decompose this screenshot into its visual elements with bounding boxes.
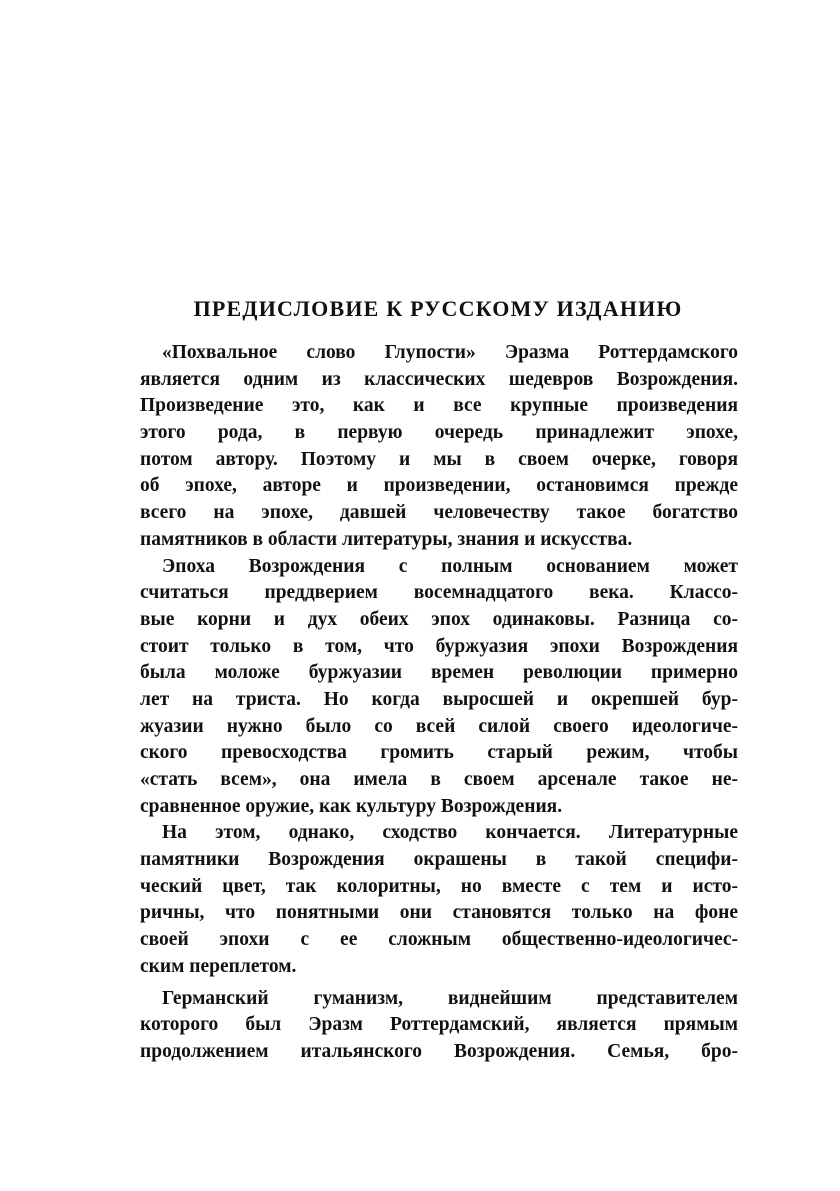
text-line: ским переплетом. <box>140 955 297 977</box>
text-line: была моложе буржуазии времен революции примерно <box>140 662 738 684</box>
text-line: Произведение это, как и все крупные произведения <box>140 395 738 417</box>
text-line: этого рода, в первую очередь принадлежит эпохе, <box>140 422 738 444</box>
text-line: об эпохе, авторе и произведении, остановимся прежде <box>140 475 738 497</box>
text-line: считаться преддверием восемнадцатого века. Классо- <box>140 582 738 604</box>
text-line: памятники Возрождения окрашены в такой специфи- <box>140 849 738 871</box>
text-line: ского превосходства громить старый режим, чтобы <box>140 742 738 764</box>
text-line: ричны, что понятными они становятся только на фоне <box>140 902 738 924</box>
text-line: является одним из классических шедевров Возрождения. <box>140 368 738 390</box>
text-line: «стать всем», она имела в своем арсенале такое не- <box>140 769 738 790</box>
text-line: которого был Эразм Роттердамский, является прямым <box>140 1014 738 1036</box>
text-line: лет на триста. Но когда выросшей и окрепшей бур- <box>140 688 738 710</box>
text-line: жуазии нужно было со всей силой своего идеологиче- <box>140 715 738 737</box>
paragraph-1 <box>140 340 738 554</box>
text-line: «Похвальное слово Глупости» Эразма Роттердамского <box>162 342 738 363</box>
body-text <box>140 340 738 1066</box>
paragraph-4 <box>140 986 738 1066</box>
text-line: продолжением итальянского Возрождения. Семья, бро- <box>140 1040 738 1062</box>
text-line: На этом, однако, сходство кончается. Литературные <box>162 822 738 844</box>
text-line: Германский гуманизм, виднейшим представителем <box>162 987 738 1009</box>
paragraph-2 <box>140 554 738 821</box>
text-line: Эпоха Возрождения с полным основанием может <box>162 555 738 577</box>
text-line: стоит только в том, что буржуазия эпохи Возрождения <box>140 635 738 657</box>
text-line: потом автору. Поэтому и мы в своем очерке, говоря <box>140 448 738 470</box>
text-line: ческий цвет, так колоритны, но вместе с тем и исто- <box>140 875 738 897</box>
text-line: памятников в области литературы, знания и искусства. <box>140 528 633 550</box>
paragraph-3 <box>140 820 738 980</box>
text-line: сравненное оружие, как культуру Возрождения. <box>140 795 563 817</box>
text-line: всего на эпохе, давшей человечеству такое богатство <box>140 502 738 524</box>
text-line: своей эпохи с ее сложным общественно-идеологичес- <box>140 929 738 951</box>
page-title: ПРЕДИСЛОВИЕ К РУССКОМУ ИЗДАНИЮ <box>193 296 683 321</box>
text-line: вые корни и дух обеих эпох одинаковы. Разница со- <box>140 608 738 630</box>
